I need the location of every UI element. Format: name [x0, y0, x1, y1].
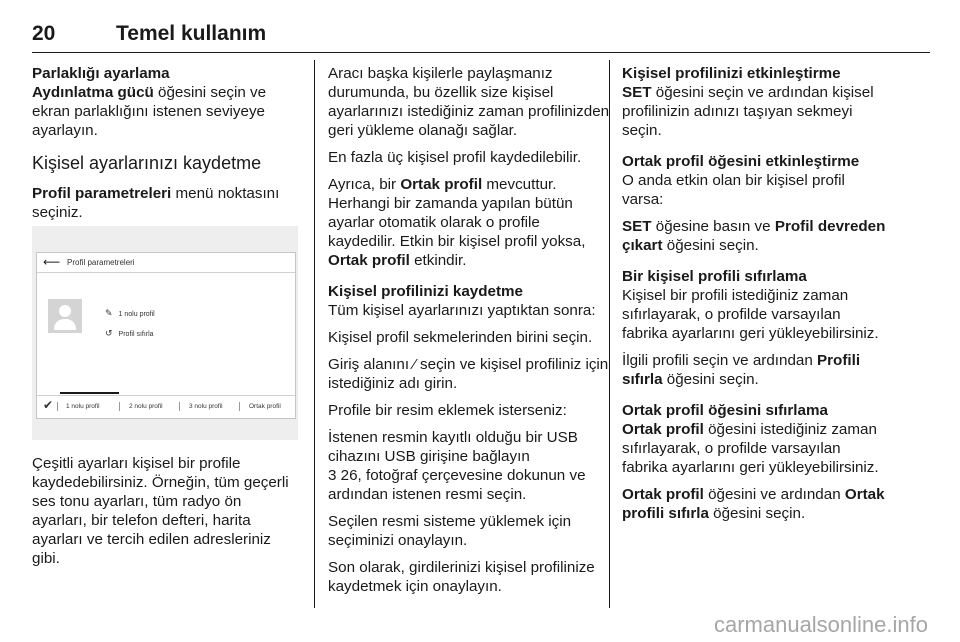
reset-profile-heading: Bir kişisel profili sıfırlama: [622, 268, 807, 285]
profile-picture-frame[interactable]: [48, 299, 82, 333]
reset-common-heading: Ortak profil öğesini sıfırlama: [622, 402, 828, 419]
step-usb: İstenen resmin kayıtlı olduğu bir USB cihazını USB girişine bağlayın 3 26, fotoğraf çerçevesine dokunun ve ardından istenen resmi seçin.: [328, 429, 586, 503]
save-profile-intro: Tüm kişisel ayarlarınızı yaptıktan sonra:: [328, 302, 596, 319]
screen-titlebar: [37, 253, 295, 273]
chapter-title: Temel kullanım: [116, 22, 267, 45]
pencil-icon: ⁄: [413, 356, 416, 373]
reset-icon: ↺: [105, 328, 113, 338]
tab-separator: [119, 402, 120, 411]
reset-common-text: Ortak profil öğesini istediğiniz zaman sıfırlayarak, o profilde varsayılan fabrika ayarlarını geri yükleyebilirsiniz.: [622, 421, 879, 476]
back-arrow-icon[interactable]: ⟵: [43, 255, 61, 269]
activate-profile-heading: Kişisel profilinizi etkinleştirme: [622, 65, 841, 82]
max-profiles-text: En fazla üç kişisel profil kaydedilebilir.: [328, 149, 582, 166]
avatar-head-icon: [59, 305, 71, 317]
watermark: carmanualsonline.info: [713, 612, 928, 637]
tab-profile-1[interactable]: 1 nolu profil: [66, 403, 100, 410]
tab-profile-3[interactable]: 3 nolu profil: [189, 403, 223, 410]
save-settings-heading: Kişisel ayarlarınızı kaydetme: [32, 153, 262, 173]
reset-profile-item[interactable]: ↺ Profil sıfırla: [105, 328, 154, 338]
column-2: [328, 64, 610, 604]
profile-name-field[interactable]: ✎ 1 nolu profil: [105, 308, 155, 318]
pencil-icon: ✎: [105, 308, 113, 318]
activate-common-text: SET öğesine basın ve Profil devreden çıkart öğesini seçin.: [622, 218, 886, 254]
brightness-text: Aydınlatma gücü öğesini seçin ve ekran parlaklığını istenen seviyeye ayarlayın.: [32, 84, 267, 139]
profile-screen: [36, 252, 296, 419]
profile-intro-text: Çeşitli ayarları kişisel bir profile kaydedebilirsiniz. Örneğin, tüm geçerli ses tonu ayarları, tüm radyo ön ayarları, bir telefon defteri, harita ayarları ve tercih edilen adresleriniz gibi.: [32, 455, 289, 567]
step-select-tab: Kişisel profil sekmelerinden birini seçin.: [328, 329, 593, 346]
page-header: [32, 22, 930, 53]
page-number: 20: [32, 22, 56, 45]
profile-tabs: [37, 395, 295, 418]
tab-separator: [179, 402, 180, 411]
tab-profile-2[interactable]: 2 nolu profil: [129, 403, 163, 410]
activate-common-intro: O anda etkin olan bir kişisel profil varsa:: [622, 172, 845, 208]
step-confirm-upload: Seçilen resmi sisteme yüklemek için seçiminizi onaylayın.: [328, 513, 572, 549]
column-divider: [314, 60, 315, 608]
activate-common-heading: Ortak profil öğesini etkinleştirme: [622, 153, 860, 170]
step-add-picture: Profile bir resim eklemek isterseniz:: [328, 402, 567, 419]
reset-profile-steps: İlgili profili seçin ve ardından Profili sıfırla öğesini seçin.: [622, 352, 861, 388]
tab-separator: [239, 402, 240, 411]
screen-title: Profil parametreleri: [67, 258, 135, 267]
checkmark-icon[interactable]: ✔: [43, 398, 54, 412]
step-final-confirm: Son olarak, girdilerinizi kişisel profilinize kaydetmek için onaylayın.: [328, 559, 595, 595]
reset-profile-text: Kişisel bir profili istediğiniz zaman sıfırlayarak, o profilde varsayılan fabrika ayarlarını geri yükleyebilirsiniz.: [622, 287, 879, 342]
column-3: [622, 64, 890, 531]
selected-tab-indicator: [60, 392, 119, 394]
column-1: [32, 64, 300, 230]
tab-separator: [57, 402, 58, 411]
profile-params-text: Profil parametreleri menü noktasını seçiniz.: [32, 185, 280, 221]
save-profile-heading: Kişisel profilinizi kaydetme: [328, 283, 523, 300]
column-divider: [609, 60, 610, 608]
column-1-lower: [32, 454, 294, 576]
common-profile-text: Ayrıca, bir Ortak profil mevcuttur. Herhangi bir zamanda yapılan bütün ayarlar otomatik olarak o profile kaydedilir. Etkin bir kişisel profil yoksa, Ortak profil etkindir.: [328, 176, 586, 269]
brightness-heading: Parlaklığı ayarlama: [32, 65, 170, 82]
step-enter-name: Giriş alanını ⁄ seçin ve kişisel profiliniz için istediğiniz adı girin.: [328, 356, 609, 392]
profile-screen-figure: [32, 226, 298, 440]
reset-common-steps: Ortak profil öğesini ve ardından Ortak profili sıfırla öğesini seçin.: [622, 486, 885, 522]
activate-profile-text: SET öğesini seçin ve ardından kişisel profilinizin adınızı taşıyan sekmeyi seçin.: [622, 84, 874, 139]
tab-common-profile[interactable]: Ortak profil: [249, 403, 281, 410]
share-text: Aracı başka kişilerle paylaşmanız durumunda, bu özellik size kişisel ayarlarınızı istediğiniz zaman profilinizden geri yükleme olanağı sağlar.: [328, 65, 610, 139]
avatar-body-icon: [54, 319, 76, 330]
